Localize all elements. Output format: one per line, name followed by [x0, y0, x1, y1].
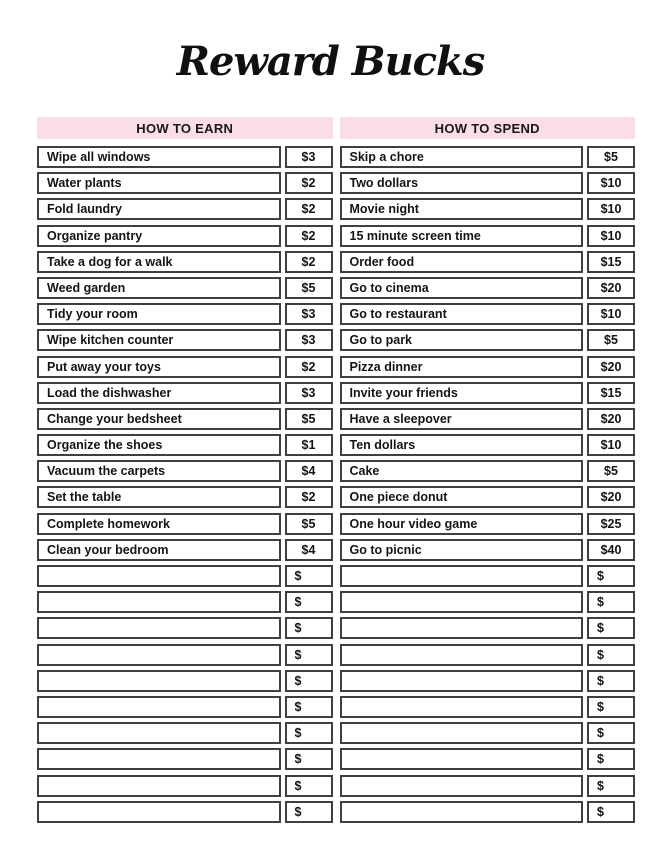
value-cell: $25: [587, 513, 635, 535]
value-cell: $1: [285, 434, 333, 456]
empty-task-row: [37, 722, 333, 744]
task-cell: Fold laundry: [37, 198, 281, 220]
task-row: [37, 198, 333, 220]
task-cell: Take a dog for a walk: [37, 251, 281, 273]
empty-task-row: [340, 591, 636, 613]
empty-task-cell: [340, 748, 584, 770]
task-cell: Order food: [340, 251, 584, 273]
task-row: [37, 225, 333, 247]
value-cell: $2: [285, 172, 333, 194]
empty-value-cell: $: [587, 565, 635, 587]
task-row: [37, 356, 333, 378]
task-row: [340, 513, 636, 535]
empty-task-row: [340, 696, 636, 718]
task-cell: Organize pantry: [37, 225, 281, 247]
value-cell: $5: [285, 277, 333, 299]
empty-task-row: [37, 670, 333, 692]
page-title: Reward Bucks: [176, 38, 485, 85]
task-row: [37, 172, 333, 194]
task-cell: Skip a chore: [340, 146, 584, 168]
empty-task-cell: [37, 565, 281, 587]
task-cell: Wipe all windows: [37, 146, 281, 168]
empty-task-cell: [340, 775, 584, 797]
empty-task-cell: [37, 722, 281, 744]
empty-task-row: [37, 801, 333, 823]
task-cell: Movie night: [340, 198, 584, 220]
task-row: [37, 460, 333, 482]
task-cell: 15 minute screen time: [340, 225, 584, 247]
value-cell: $4: [285, 460, 333, 482]
task-row: [37, 408, 333, 430]
empty-task-cell: [340, 801, 584, 823]
empty-task-cell: [340, 696, 584, 718]
earn-column-header: HOW TO EARN: [37, 117, 333, 139]
empty-value-cell: $: [285, 617, 333, 639]
value-cell: $5: [587, 146, 635, 168]
task-cell: Put away your toys: [37, 356, 281, 378]
task-row: [37, 513, 333, 535]
empty-value-cell: $: [587, 722, 635, 744]
empty-value-cell: $: [285, 565, 333, 587]
task-row: [37, 382, 333, 404]
empty-task-cell: [37, 670, 281, 692]
value-cell: $15: [587, 382, 635, 404]
empty-task-row: [340, 644, 636, 666]
task-cell: Tidy your room: [37, 303, 281, 325]
task-cell: Go to cinema: [340, 277, 584, 299]
empty-task-row: [340, 670, 636, 692]
value-cell: $20: [587, 356, 635, 378]
task-cell: Weed garden: [37, 277, 281, 299]
task-row: [340, 408, 636, 430]
empty-task-row: [37, 617, 333, 639]
task-row: [340, 172, 636, 194]
earn-column: [37, 117, 333, 827]
task-cell: Water plants: [37, 172, 281, 194]
value-cell: $10: [587, 225, 635, 247]
task-cell: Go to park: [340, 329, 584, 351]
empty-task-row: [340, 748, 636, 770]
empty-value-cell: $: [285, 644, 333, 666]
empty-value-cell: $: [587, 696, 635, 718]
empty-value-cell: $: [587, 591, 635, 613]
value-cell: $2: [285, 198, 333, 220]
empty-task-cell: [340, 670, 584, 692]
task-row: [37, 251, 333, 273]
task-cell: Load the dishwasher: [37, 382, 281, 404]
empty-task-row: [37, 748, 333, 770]
value-cell: $40: [587, 539, 635, 561]
value-cell: $3: [285, 303, 333, 325]
task-cell: Vacuum the carpets: [37, 460, 281, 482]
value-cell: $3: [285, 146, 333, 168]
spend-rows: [340, 146, 636, 823]
empty-value-cell: $: [587, 670, 635, 692]
task-row: [37, 303, 333, 325]
empty-value-cell: $: [285, 801, 333, 823]
value-cell: $10: [587, 172, 635, 194]
empty-value-cell: $: [285, 748, 333, 770]
empty-task-cell: [37, 801, 281, 823]
task-row: [340, 225, 636, 247]
empty-value-cell: $: [285, 722, 333, 744]
task-cell: Invite your friends: [340, 382, 584, 404]
empty-task-row: [340, 722, 636, 744]
task-row: [37, 329, 333, 351]
task-row: [37, 434, 333, 456]
task-cell: Set the table: [37, 486, 281, 508]
value-cell: $10: [587, 434, 635, 456]
task-row: [37, 146, 333, 168]
value-cell: $5: [587, 460, 635, 482]
task-cell: Clean your bedroom: [37, 539, 281, 561]
reward-table: [37, 117, 635, 827]
empty-task-row: [340, 775, 636, 797]
empty-value-cell: $: [285, 775, 333, 797]
empty-task-cell: [37, 775, 281, 797]
task-cell: One piece donut: [340, 486, 584, 508]
empty-task-cell: [37, 696, 281, 718]
empty-value-cell: $: [587, 617, 635, 639]
task-row: [340, 460, 636, 482]
task-row: [340, 356, 636, 378]
empty-task-row: [37, 775, 333, 797]
empty-task-row: [37, 565, 333, 587]
task-row: [340, 303, 636, 325]
value-cell: $3: [285, 382, 333, 404]
value-cell: $2: [285, 356, 333, 378]
value-cell: $5: [587, 329, 635, 351]
empty-task-row: [340, 565, 636, 587]
empty-task-cell: [340, 644, 584, 666]
task-cell: Pizza dinner: [340, 356, 584, 378]
empty-task-cell: [37, 748, 281, 770]
empty-task-cell: [37, 591, 281, 613]
value-cell: $10: [587, 303, 635, 325]
task-row: [340, 251, 636, 273]
empty-value-cell: $: [587, 748, 635, 770]
task-row: [340, 434, 636, 456]
value-cell: $10: [587, 198, 635, 220]
empty-task-row: [37, 644, 333, 666]
empty-value-cell: $: [285, 591, 333, 613]
task-cell: Change your bedsheet: [37, 408, 281, 430]
task-cell: Two dollars: [340, 172, 584, 194]
value-cell: $5: [285, 408, 333, 430]
task-cell: Go to restaurant: [340, 303, 584, 325]
value-cell: $5: [285, 513, 333, 535]
task-row: [340, 329, 636, 351]
task-cell: Have a sleepover: [340, 408, 584, 430]
value-cell: $20: [587, 408, 635, 430]
empty-value-cell: $: [587, 644, 635, 666]
empty-value-cell: $: [285, 696, 333, 718]
value-cell: $4: [285, 539, 333, 561]
value-cell: $2: [285, 486, 333, 508]
task-row: [37, 539, 333, 561]
empty-value-cell: $: [587, 775, 635, 797]
task-cell: Wipe kitchen counter: [37, 329, 281, 351]
task-cell: Cake: [340, 460, 584, 482]
task-row: [340, 198, 636, 220]
empty-task-cell: [340, 617, 584, 639]
empty-task-row: [340, 801, 636, 823]
spend-column: [340, 117, 636, 827]
empty-task-cell: [340, 591, 584, 613]
empty-task-cell: [340, 722, 584, 744]
value-cell: $20: [587, 486, 635, 508]
spend-column-header: HOW TO SPEND: [340, 117, 636, 139]
task-row: [340, 382, 636, 404]
task-cell: Complete homework: [37, 513, 281, 535]
empty-task-cell: [37, 617, 281, 639]
empty-task-cell: [340, 565, 584, 587]
value-cell: $2: [285, 251, 333, 273]
task-row: [340, 146, 636, 168]
task-cell: Ten dollars: [340, 434, 584, 456]
task-cell: Organize the shoes: [37, 434, 281, 456]
value-cell: $20: [587, 277, 635, 299]
empty-value-cell: $: [587, 801, 635, 823]
earn-rows: [37, 146, 333, 823]
empty-value-cell: $: [285, 670, 333, 692]
value-cell: $15: [587, 251, 635, 273]
task-row: [340, 539, 636, 561]
task-row: [340, 277, 636, 299]
task-row: [37, 277, 333, 299]
empty-task-cell: [37, 644, 281, 666]
task-row: [37, 486, 333, 508]
task-row: [340, 486, 636, 508]
value-cell: $2: [285, 225, 333, 247]
task-cell: One hour video game: [340, 513, 584, 535]
empty-task-row: [37, 696, 333, 718]
empty-task-row: [340, 617, 636, 639]
empty-task-row: [37, 591, 333, 613]
value-cell: $3: [285, 329, 333, 351]
task-cell: Go to picnic: [340, 539, 584, 561]
